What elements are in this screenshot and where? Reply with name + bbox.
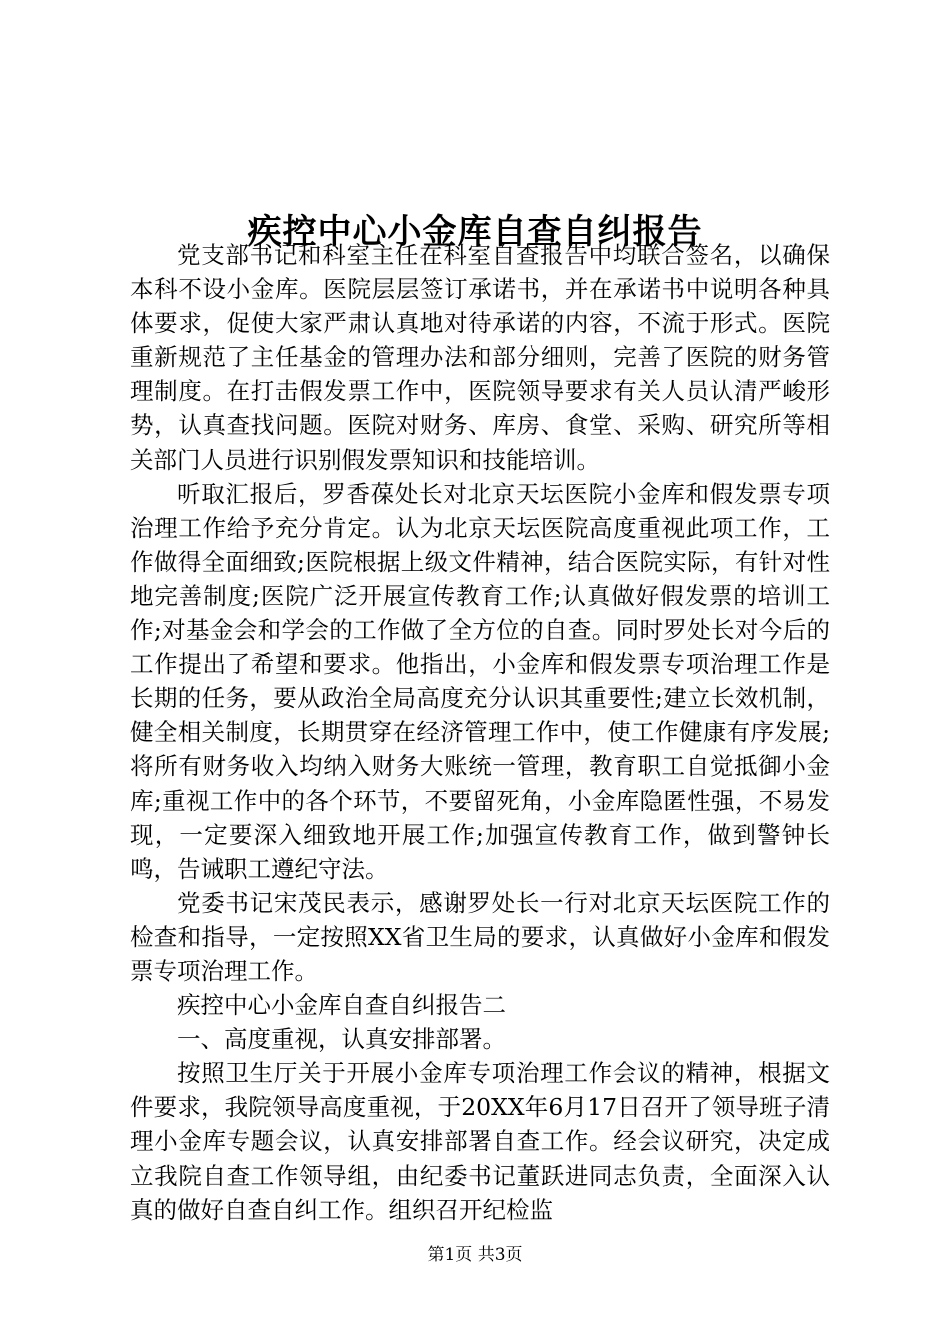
- paragraph-3: 党委书记宋茂民表示，感谢罗处长一行对北京天坛医院工作的检查和指导，一定按照XX省卫生局的要求，认真做好小金库和假发票专项治理工作。: [130, 888, 830, 985]
- paragraph-4: 按照卫生厅关于开展小金库专项治理工作会议的精神，根据文件要求，我院领导高度重视，于20XX年6月17日召开了领导班子清理小金库专题会议，认真安排部署自查工作。经会议研究，决定成立我院自查工作领导组，由纪委书记董跃进同志负责，全面深入认真的做好自查自纠工作。组织召开纪检监: [130, 1059, 830, 1224]
- document-body: [130, 238, 830, 1227]
- paragraph-2: 听取汇报后，罗香葆处长对北京天坛医院小金库和假发票专项治理工作给予充分肯定。认为北京天坛医院高度重视此项工作，工作做得全面细致;医院根据上级文件精神，结合医院实际，有针对性地完善制度;医院广泛开展宣传教育工作;认真做好假发票的培训工作;对基金会和学会的工作做了全方位的自查。同时罗处长对今后的工作提出了希望和要求。他指出，小金库和假发票专项治理工作是长期的任务，要从政治全局高度充分认识其重要性;建立长效机制，健全相关制度，长期贯穿在经济管理工作中，使工作健康有序发展;将所有财务收入均纳入财务大账统一管理，教育职工自觉抵御小金库;重视工作中的各个环节，不要留死角，小金库隐匿性强，不易发现，一定要深入细致地开展工作;加强宣传教育工作，做到警钟长鸣，告诫职工遵纪守法。: [130, 479, 830, 883]
- page-footer: 第1页 共3页: [427, 1245, 523, 1265]
- document-title: 疾控中心小金库自查自纠报告: [247, 211, 703, 252]
- paragraph-1: 党支部书记和科室主任在科室自查报告中均联合签名，以确保本科不设小金库。医院层层签订承诺书，并在承诺书中说明各种具体要求，促使大家严肃认真地对待承诺的内容，不流于形式。医院重新规范了主任基金的管理办法和部分细则，完善了医院的财务管理制度。在打击假发票工作中，医院领导要求有关人员认清严峻形势，认真查找问题。医院对财务、库房、食堂、采购、研究所等相关部门人员进行识别假发票知识和技能培训。: [130, 241, 830, 474]
- section-heading-one: 一、高度重视，认真安排部署。: [177, 1025, 506, 1054]
- section-heading-report-two: 疾控中心小金库自查自纠报告二: [177, 991, 506, 1020]
